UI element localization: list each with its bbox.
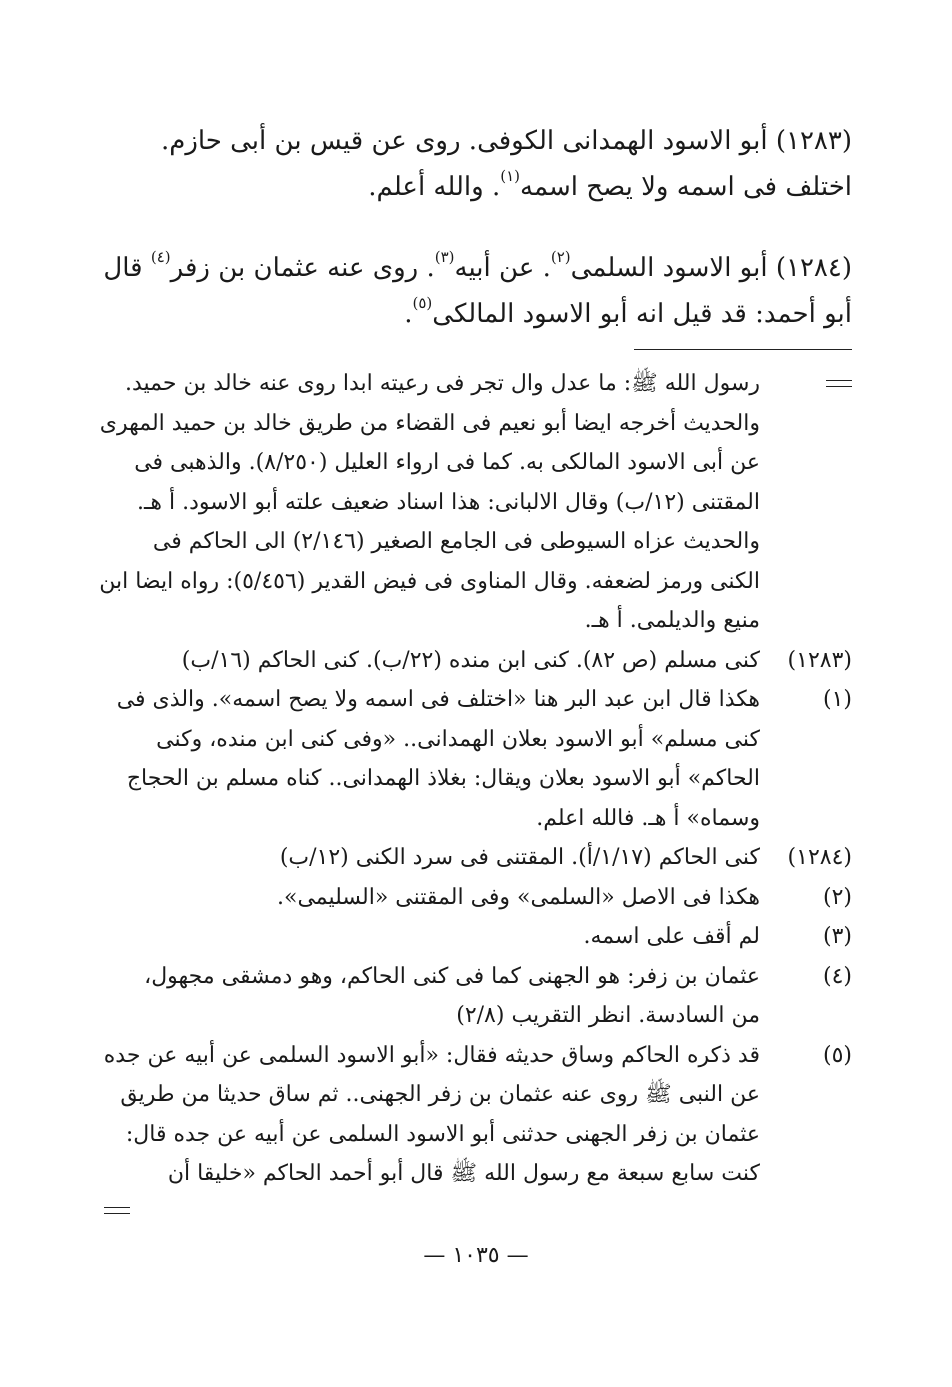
entry-text: . [404,299,413,329]
entry-text: . عن أبيه [454,253,551,283]
footnote-ref[interactable]: (٥) [412,294,433,313]
footnote-body [99,364,760,641]
entry-line [100,164,852,210]
footnote-line: والحديث عزاه السيوطى فى الجامع الصغير (٢/١٤٦) الى الحاكم فى [152,529,760,554]
footnote-line: والحديث أخرجه ايضا أبو نعيم فى القضاء من طريق خالد بن حميد المهرى [99,410,760,436]
footnote-line: هكذا قال ابن عبد البر هنا «اختلف فى اسمه ولا يصح اسمه». والذى فى [116,687,760,712]
entry-line [100,118,852,164]
entry-text: قال [103,253,151,283]
entry-text: أبو أحمد: قد قيل انه أبو الاسود المالكى [432,299,852,329]
page-number: — ١٠٣٥ — [423,1243,529,1268]
entry-text: . روى عنه عثمان بن زفر [170,253,435,283]
footnote-line: منيع والديلمى. أ هـ. [584,608,760,633]
footnote-line: وسماه» أ هـ. فالله اعلم. [536,805,760,831]
footnote-line: الكنى ورمز لضعفه. وقال المناوى فى فيض القدير (٥/٤٥٦): رواه ايضا ابن [99,568,760,594]
footnote-line: كنى الحاكم (١/١٧/أ). المقتنى فى سرد الكنى (١٢/ب) [279,845,760,870]
footnote-line: من السادسة. انظر التقريب (٢/٨) [456,1003,760,1028]
footnote-item [100,957,852,1036]
entry-line [100,291,852,337]
entry-text: (١٢٨٤) أبو الاسود السلمى [570,253,852,283]
footnote-continuation [100,364,852,641]
footnote-line: عثمان بن زفر الجهنى حدثنى أبو الاسود السلمى عن أبيه عن جده قال: [125,1121,760,1147]
footnote-body [100,878,760,918]
footnote-line: كنى مسلم (ص ٨٢). كنى ابن منده (٢٢/ب). كنى الحاكم (١٦/ب) [181,647,760,673]
footnote-marker: (٣) [822,924,852,949]
footnote-item [100,917,852,957]
entry-line [100,245,852,291]
footnote-item [100,1036,852,1194]
footnote-line: الحاكم» أبو الاسود بعلان ويقال: بغلاذ الهمدانى.. كناه مسلم بن الحجاج [126,766,760,791]
footnotes [100,364,852,1194]
entry-text: (١٢٨٣) أبو الاسود الهمدانى الكوفى. روى عن قيس بن أبى حازم. [160,126,852,156]
footnote-ref[interactable]: (٤) [150,248,171,267]
footnote-body [100,838,760,878]
entry-text: . والله أعلم. [368,172,501,202]
entry-text: اختلف فى اسمه ولا يصح اسمه [520,172,852,202]
footnote-ref[interactable]: (١) [500,167,520,186]
footnote-line: عثمان بن زفر: هو الجهنى كما فى كنى الحاكم، وهو دمشقى مجهول، [144,963,760,989]
footnote-line: كنت سابع سبعة مع رسول الله ﷺ قال أبو أحمد الحاكم «خليقا أن [167,1161,760,1186]
footnote-line: لم أقف على اسمه. [583,924,760,949]
footnote-marker: (١٢٨٤) [787,845,852,870]
footnote-item [100,838,852,878]
footnote-line: المقتنى (١٢/ب) وقال الالبانى: هذا اسناد ضعيف علته أبو الاسود. أ هـ. [136,489,760,515]
footnote-line: رسول الله ﷺ: ما عدل وال تجر فى رعيته ابدا روى عنه خالد بن حميد. [124,371,760,396]
footnote-marker: (١) [822,687,852,712]
footnote-marker: (٢) [822,884,852,910]
footnote-line: عن أبى الاسود المالكى به. كما فى ارواء العليل (٨/٢٥٠). والذهبى فى [134,450,760,475]
footnote-line: كنى مسلم» أبو الاسود بعلان الهمدانى.. «وفى كنى ابن منده، وكنى [156,726,760,752]
footnote-line: قد ذكره الحاكم وساق حديثه فقال: «أبو الاسود السلمى عن أبيه عن جده [103,1042,760,1068]
footnote-body [100,680,760,838]
footnote-line: هكذا فى الاصل «السلمى» وفى المقتنى «السليمى». [276,884,760,910]
footnote-item [100,641,852,681]
footnote-separator [634,349,852,350]
footnote-item [100,878,852,918]
footnote-line: عن النبى ﷺ روى عنه عثمان بن زفر الجهنى.. ثم ساق حديثا من طريق [120,1082,760,1107]
entry-1283 [100,118,852,210]
footnote-body [100,1036,760,1194]
footnote-body [100,957,760,1036]
footnote-ref[interactable]: (٢) [550,248,571,267]
continuation-mark-icon [104,1207,130,1214]
footnote-marker: (٥) [822,1042,852,1068]
footnote-body [100,641,760,681]
entry-1284 [100,245,852,337]
footnote-item [100,680,852,838]
footnote-marker: (١٢٨٣) [787,647,852,673]
footnote-marker: (٤) [822,963,852,989]
footnote-body [100,917,760,957]
footnote-ref[interactable]: (٣) [434,248,455,267]
